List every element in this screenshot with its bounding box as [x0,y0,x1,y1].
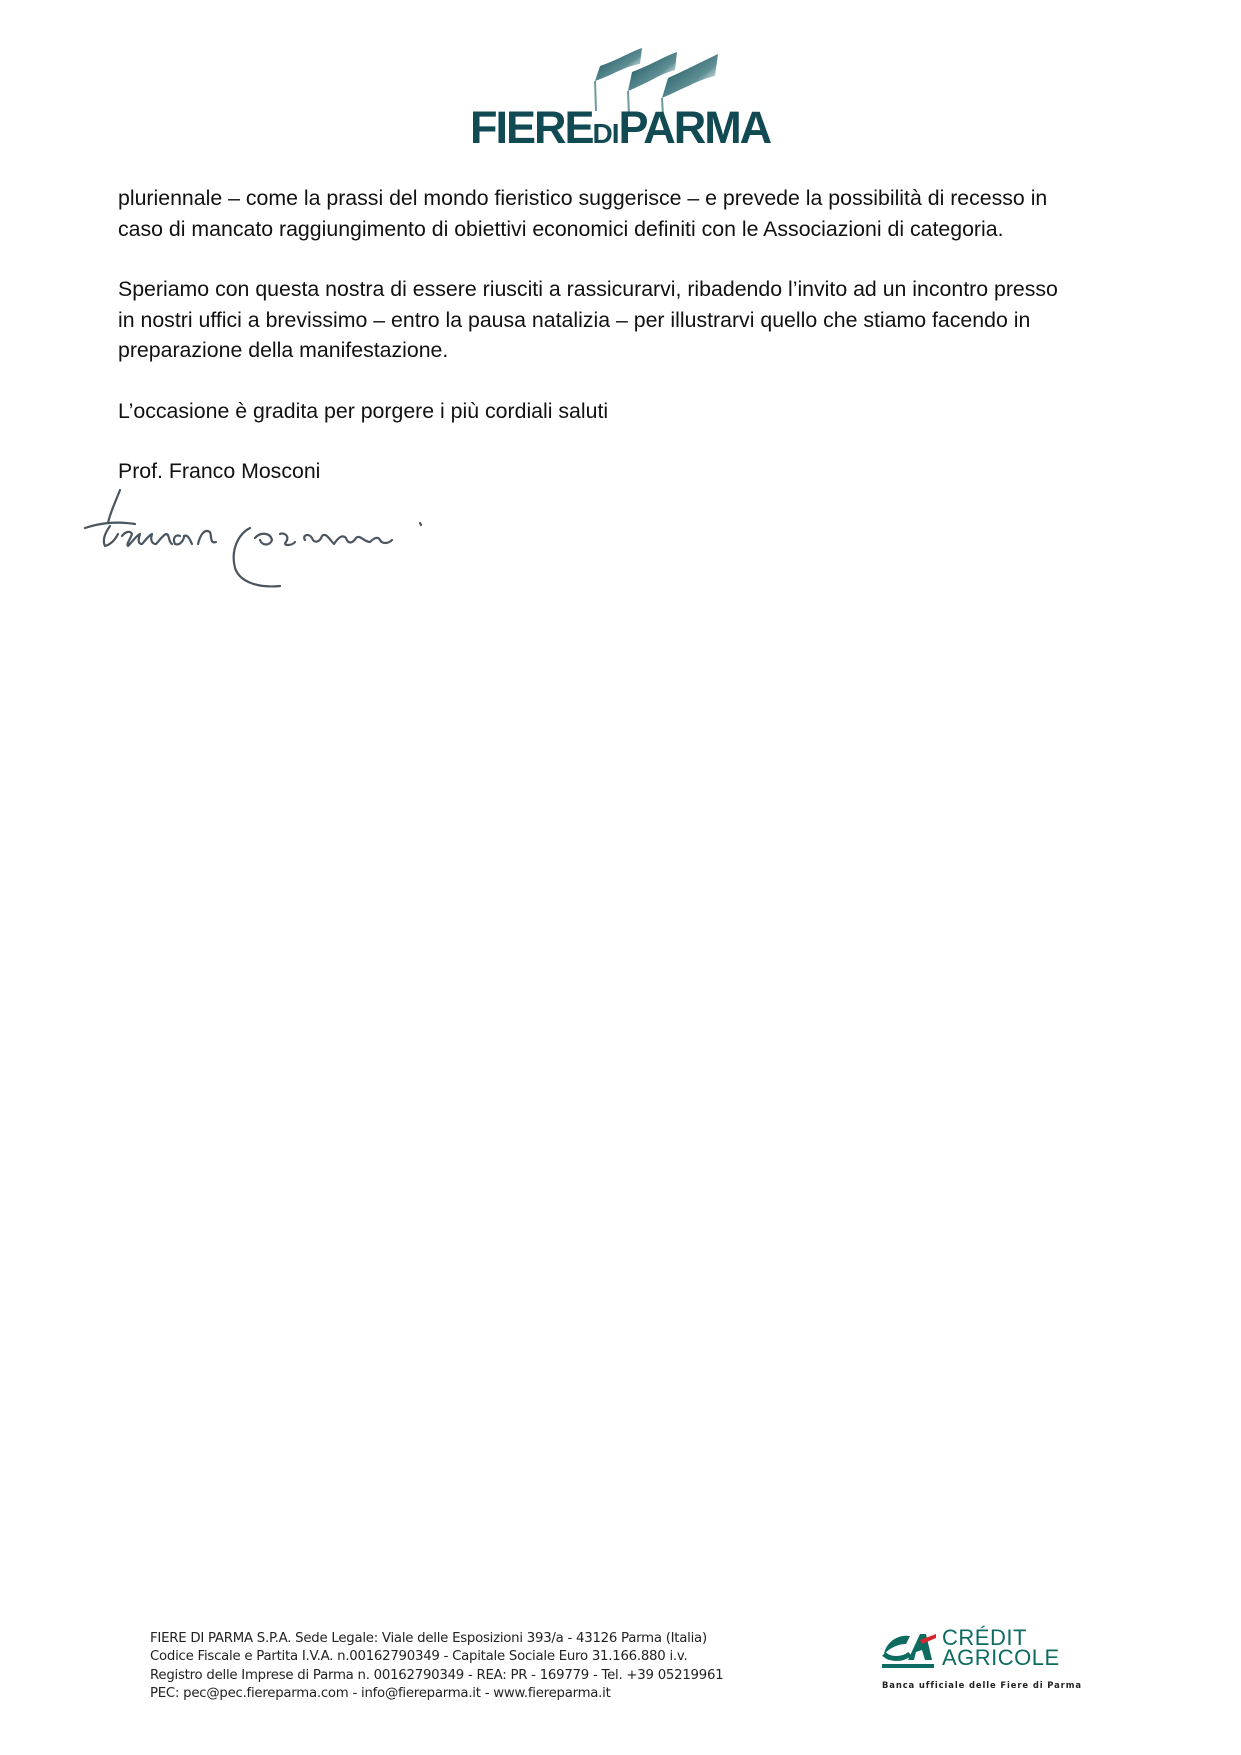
fiere-di-parma-logo [470,36,770,151]
logo-wordmark [470,102,771,153]
footer-legal-address: FIERE DI PARMA S.P.A. Sede Legale: Viale delle Esposizioni 393/a - 43126 Parma (Italia) [150,1631,707,1646]
credit-agricole-name [942,1625,1060,1670]
closing-greeting [118,396,1128,427]
company-footer [150,1630,723,1703]
credit-agricole-emblem-icon [880,1630,936,1670]
footer-tax-info: Codice Fiscale e Partita I.V.A. n.00162790349 - Capitale Sociale Euro 31.166.880 i.v. [150,1649,688,1665]
logo-word-fiere: FIERE [470,102,593,153]
handwritten-signature-icon [80,488,480,603]
paragraph-line: Speriamo con questa nostra di essere riusciti a rassicurarvi, ribadendo l’invito ad un incontro presso [118,277,1058,301]
paragraph-1 [118,183,1128,244]
paragraph-line: in nostri uffici a brevissimo – entro la pausa natalizia – per illustrarvi quello che stiamo facendo in [118,307,1031,332]
signatory-name: Prof. Franco Mosconi [118,459,321,483]
paragraph-2 [118,274,1128,366]
footer-registry-info: Registro delle Imprese di Parma n. 00162790349 - REA: PR - 169779 - Tel. +39 05219961 [150,1667,724,1683]
credit-agricole-logo [880,1625,1110,1698]
credit-agricole-name-line2: AGRICOLE [942,1645,1060,1670]
logo-word-parma: PARMA [618,102,771,153]
footer-contacts: PEC: pec@pec.fiereparma.com - info@fiereparma.it - www.fiereparma.it [150,1685,611,1701]
logo-word-di: DI [592,118,619,149]
paragraph-line: preparazione della manifestazione. [118,338,449,362]
sponsor-tagline: Banca ufficiale delle Fiere di Parma [882,1680,1082,1690]
letter-body [118,183,1128,487]
credit-agricole-name-line1: CRÉDIT [942,1625,1027,1650]
paragraph-line: pluriennale – come la prassi del mondo fieristico suggerisce – e prevede la possibilità di recesso in [118,186,1048,210]
paragraph-line: caso di mancato raggiungimento di obiettivi economici definiti con le Associazioni di categoria. [118,216,1004,241]
paragraph-line: L’occasione è gradita per porgere i più cordiali saluti [118,398,609,423]
